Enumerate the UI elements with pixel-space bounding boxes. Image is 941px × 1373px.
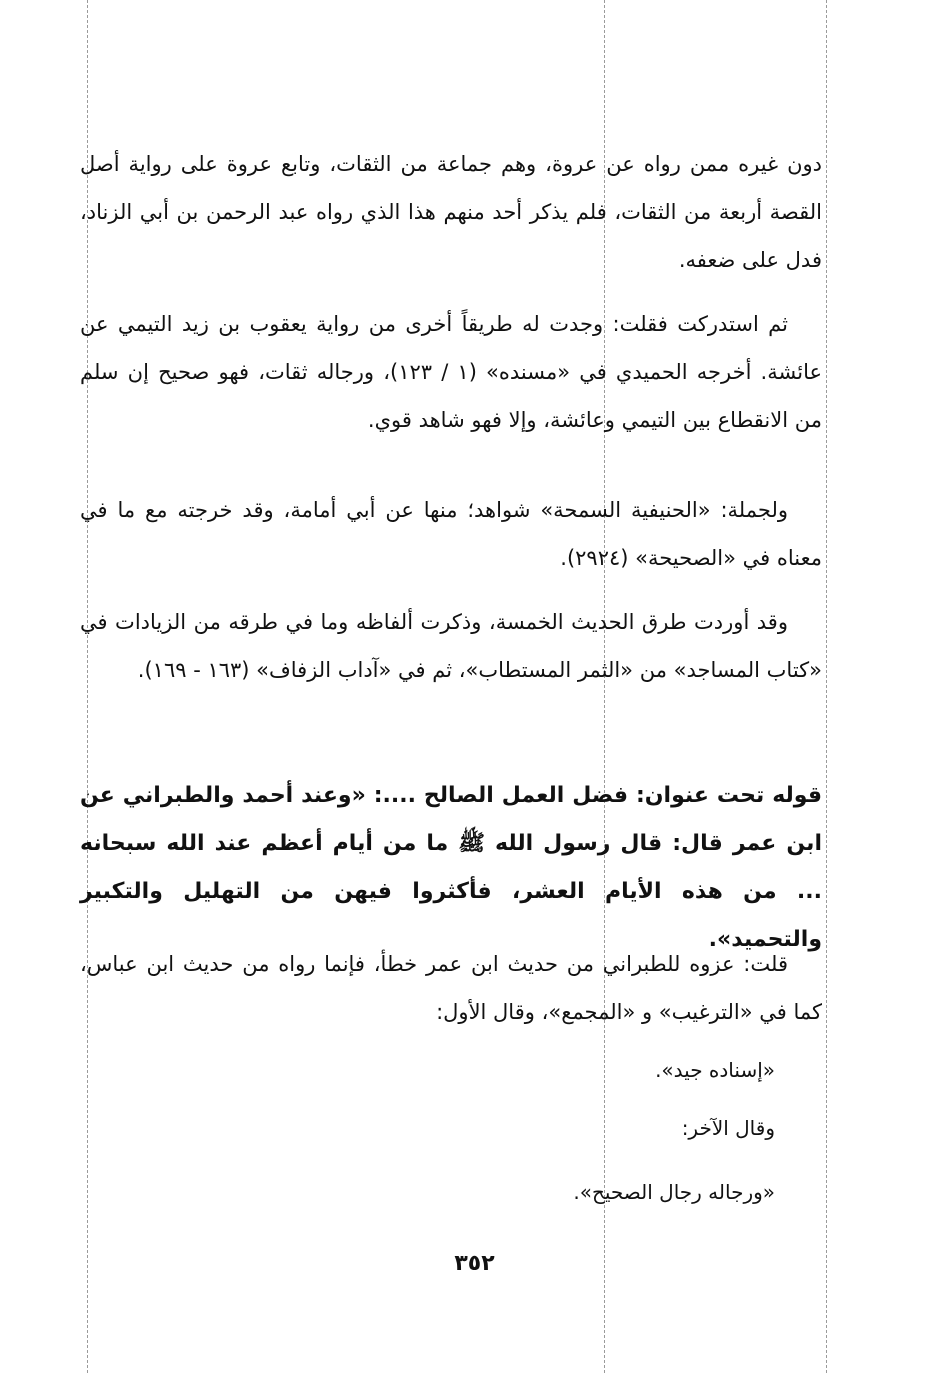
paragraph-five-chains bbox=[80, 598, 822, 694]
quote-second-verdict: «ورجاله رجال الصحيح». bbox=[573, 1180, 775, 1204]
paragraph-text: قوله تحت عنوان: فضل العمل الصالح ....: «وعند أحمد والطبراني عن ابن عمر قال: قال رسول الله ﷺ ما من أيام أعظم عند الله سبحانه ... من هذه الأيام العشر، فأكثروا فيهن من التهليل والتكبير والتحميد». bbox=[80, 783, 822, 952]
paragraph-additional-chain bbox=[80, 300, 822, 444]
paragraph-text: ولجملة: «الحنيفية السمحة» شواهد؛ منها عن أبي أمامة، وقد خرجته مع ما في معناه في «الصحيحة» (٢٩٢٤). bbox=[80, 498, 822, 570]
paragraph-quoted-heading bbox=[80, 772, 822, 964]
paragraph-supporting-evidence bbox=[80, 486, 822, 582]
page-number: ٣٥٢ bbox=[454, 1251, 495, 1276]
paragraph-correction bbox=[80, 940, 822, 1036]
paragraph-text: وقد أوردت طرق الحديث الخمسة، وذكرت ألفاظه وما في طرقه من الزيادات في «كتاب المساجد» من «الثمر المستطاب»، ثم في «آداب الزفاف» (١٦٣ - ١٦٩). bbox=[80, 610, 822, 682]
quote-second-intro: وقال الآخر: bbox=[681, 1116, 775, 1140]
quote-first-verdict: «إسناده جيد». bbox=[655, 1058, 775, 1082]
paragraph-text: دون غيره ممن رواه عن عروة، وهم جماعة من الثقات، وتابع عروة على رواية أصل القصة أربعة من الثقات، فلم يذكر أحد منهم هذا الذي رواه عبد الرحمن بن أبي الزناد، فدل على ضعفه. bbox=[80, 152, 822, 272]
paragraph-weakness-note bbox=[80, 140, 822, 284]
paragraph-text: ثم استدركت فقلت: وجدت له طريقاً أخرى من رواية يعقوب بن زيد التيمي عن عائشة. أخرجه الحميدي في «مسنده» (١ / ١٢٣)، ورجاله ثقات، فهو صحيح إن سلم من الانقطاع بين التيمي وعائشة، وإلا فهو شاهد قوي. bbox=[80, 312, 823, 432]
paragraph-text: قلت: عزوه للطبراني من حديث ابن عمر خطأ، فإنما رواه من حديث ابن عباس، كما في «الترغيب» و «المجمع»، وقال الأول: bbox=[80, 952, 822, 1024]
fold-guide-right bbox=[826, 0, 827, 1373]
